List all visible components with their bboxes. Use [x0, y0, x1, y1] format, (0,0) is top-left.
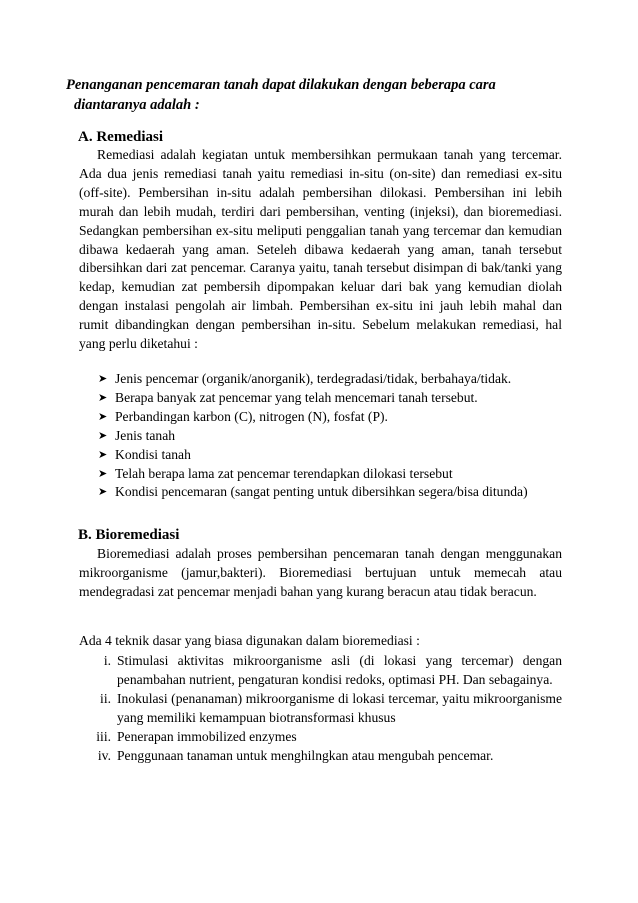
bioremediation-techniques: [79, 652, 562, 765]
list-item: iii. Penerapan immobilized enzymes: [79, 728, 562, 747]
section-b-paragraph: Bioremediasi adalah proses pembersihan pencemaran tanah dengan menggunakan mikroorganisme (jamur,bakteri). Bioremediasi bertujuan untuk memecah atau mendegradasi zat pencemar menjadi bahan yang kurang beracun atau tidak beracun.: [79, 546, 562, 599]
remediation-checklist: [98, 370, 562, 502]
list-item: ➤ Jenis pencemar (organik/anorganik), terdegradasi/tidak, berbahaya/tidak.: [98, 370, 562, 389]
list-item: iv. Penggunaan tanaman untuk menghilngkan atau mengubah pencemar.: [79, 747, 562, 766]
check-arrow-icon: ➤: [98, 410, 108, 423]
list-item: ➤ Perbandingan karbon (C), nitrogen (N), fosfat (P).: [98, 408, 562, 427]
list-number: iv.: [97, 747, 111, 763]
list-number: i.: [103, 653, 111, 668]
list-item: ii. Inokulasi (penanaman) mikroorganisme di lokasi tercemar, yaitu mikroorganisme yang memiliki kemampuan biotransformasi khusus: [79, 690, 562, 728]
techniques-intro: Ada 4 teknik dasar yang biasa digunakan dalam bioremediasi :: [79, 633, 420, 648]
intro-statement: [66, 75, 562, 115]
section-a-heading: A. Remediasi: [78, 129, 163, 145]
list-item: ➤ Kondisi tanah: [98, 446, 562, 465]
intro-line-2: diantaranya adalah :: [74, 97, 200, 113]
list-item: ➤ Jenis tanah: [98, 427, 562, 446]
list-number: ii.: [100, 690, 111, 706]
list-item: ➤ Berapa banyak zat pencemar yang telah mencemari tanah tersebut.: [98, 389, 562, 408]
list-number: iii.: [96, 728, 111, 744]
intro-line-1: Penanganan pencemaran tanah dapat dilakukan dengan beberapa cara: [66, 77, 496, 93]
check-arrow-icon: ➤: [98, 373, 108, 385]
section-b-heading: B. Bioremediasi: [78, 527, 180, 543]
check-arrow-icon: ➤: [98, 467, 108, 480]
check-arrow-icon: ➤: [98, 391, 108, 404]
check-arrow-icon: ➤: [98, 486, 108, 499]
check-arrow-icon: ➤: [98, 448, 108, 461]
check-arrow-icon: ➤: [98, 429, 108, 442]
section-a-paragraph: Remediasi adalah kegiatan untuk membersihkan permukaan tanah yang tercemar. Ada dua jenis remediasi tanah yaitu remediasi in-situ (on-site) dan remediasi ex-situ (off-site). Pembersihan in-situ adalah pembersihan dilokasi. Pembersihan ini lebih murah dan lebih mudah, terdiri dari pembersihan, venting (injeksi), dan bioremediasi. Sedangkan pembersihan ex-situ meliputi penggalian tanah yang tercemar dan kemudian dibawa kedaerah yang aman. Seteleh dibawa kedaerah yang aman, tanah tersebut dibersihkan dari zat pencemar. Caranya yaitu, tanah tersebut disimpan di bak/tanki yang kedap, kemudian zat pembersih dipompakan keluar dari bak yang kemudian diolah dengan instalasi pengolah air limbah. Pembersihan ex-situ ini jauh lebih mahal dan rumit dibandingkan dengan pembersihan in-situ. Sebelum melakukan remediasi, hal yang perlu diketahui :: [79, 147, 562, 352]
list-item: i. Stimulasi aktivitas mikroorganisme asli (di lokasi yang tercemar) dengan penambahan nutrient, pengaturan kondisi redoks, optimasi PH. Dan sebagainya.: [79, 652, 562, 690]
list-item: ➤ Kondisi pencemaran (sangat penting untuk dibersihkan segera/bisa ditunda): [98, 483, 562, 502]
list-item: ➤ Telah berapa lama zat pencemar terendapkan dilokasi tersebut: [98, 465, 562, 484]
